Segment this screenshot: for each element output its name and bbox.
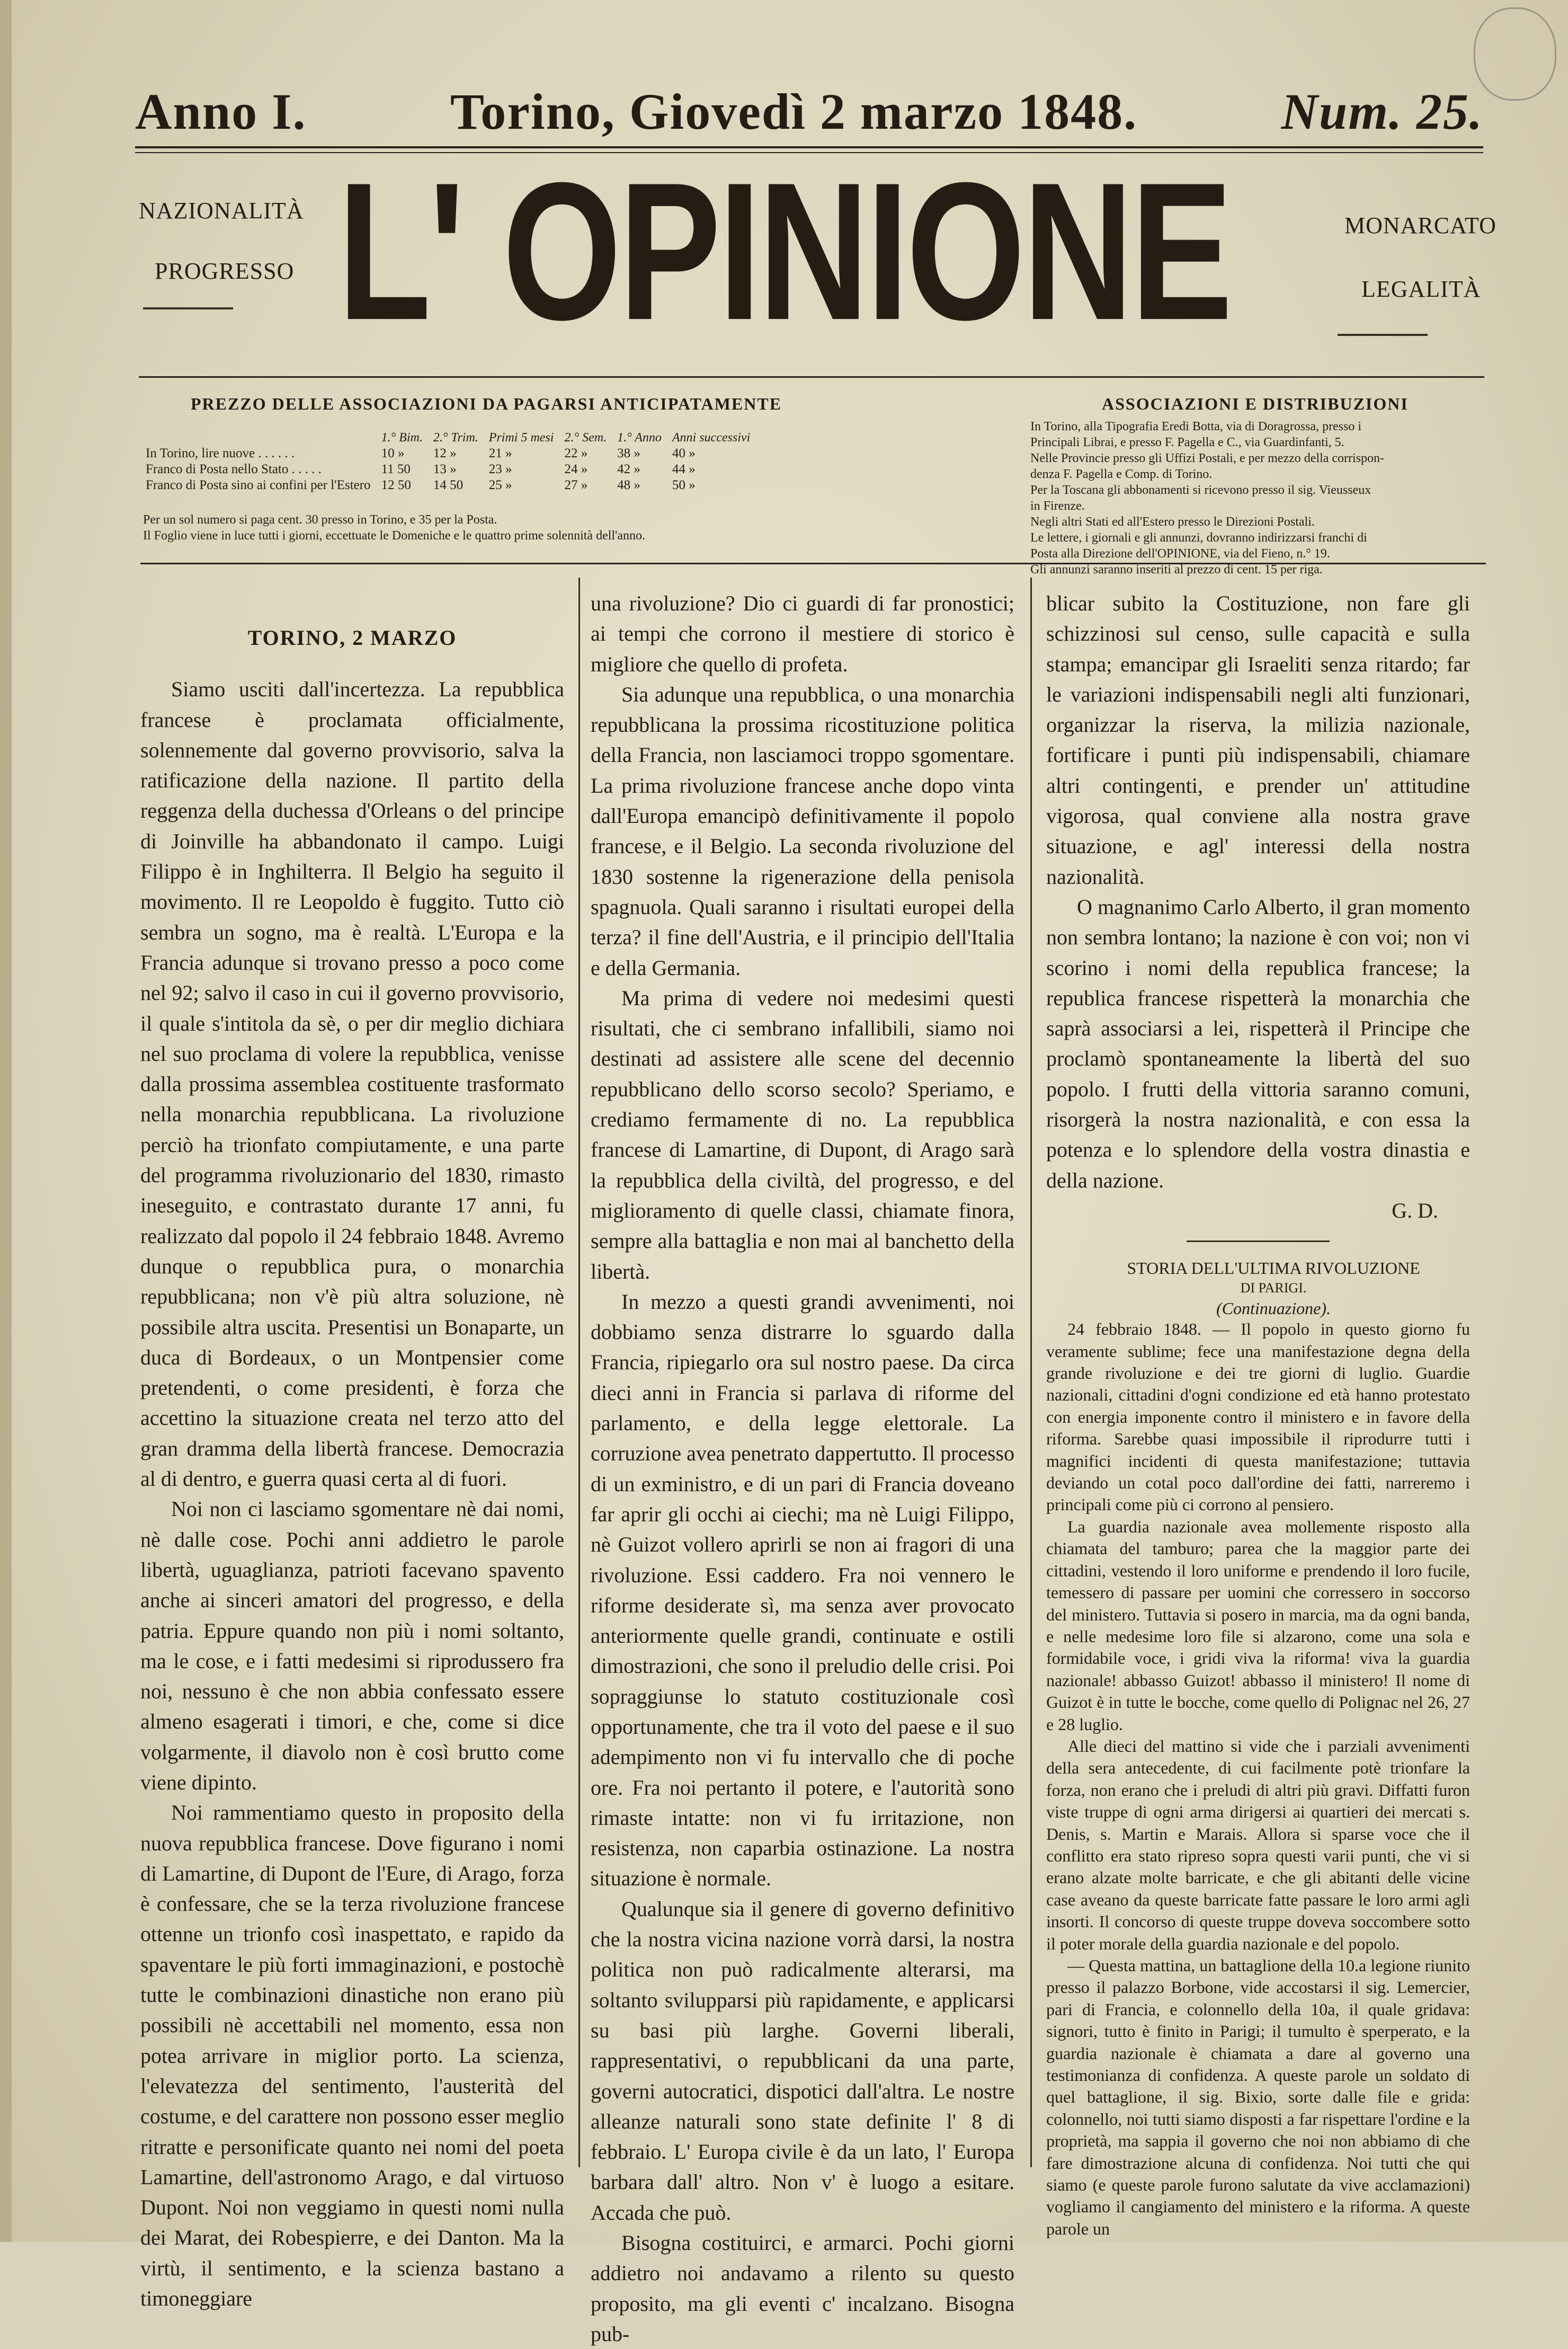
article-title: TORINO, 2 MARZO	[247, 626, 457, 650]
paragraph: — Questa mattina, un battaglione della 10.a legione riunito presso il palazzo Borbone, vide accostarsi il sig. Lemercier, pari di Francia, e colonnello della 10a, il quale gridava: signori, tutto è finito in Parigi; il tumulto è sperperato, e la guardia nazionale è chiamata a dare al governo una testimonianza di confidenza. A queste parole un soldato di quel battaglione, il sig. Bixio, sorte dalle file e grida: colonnello, noi tutti siamo disposti a far rispettare l'ordine e la proprietà, ma sappia il governo che noi non abbiamo di che fare dimostrazione alcuna di confidenza. Noi tutti che qui siamo (e queste parole furono salutate da vive acclamazioni) vogliamo il cangiamento del ministero e la riforma. A queste parole un	[1046, 1956, 1470, 2238]
price-cell: 48 »	[617, 478, 640, 492]
paragraph: Sia adunque una repubblica, o una monarchia repubblicana la prossima ricostituzione politica della Francia, non lasciamoci troppo sgomentare. La prima rivoluzione francese anche dopo vinta dall'Europa emancipò definitivamente il popolo francese, e il Belgio. La seconda rivoluzione del 1830 sostenne la rigenerazione della penisola spagnuola. Quali saranno i risultati europei della terza? il fine dell'Austria, e il principio dell'Italia e della Germania.	[591, 682, 1014, 980]
storia-title: STORIA DELL'ULTIMA RIVOLUZIONE	[1127, 1258, 1420, 1278]
paragraph: Qualunque sia il genere di governo definitivo che la nostra vicina nazione vorrà darsi, la nostra politica non può radicalmente alterarsi, ma soltanto svilupparsi più rapidamente, e applicarsi su basi più larghe. Governi liberali, rappresentativi, o repubblicani da una parte, governi autocratici, dispotici dall'altra. Le nostre alleanze naturali sono state definite l' 8 di febbraio. L' Europa civile è da un lato, l' Europa barbara dall' altro. Non v' è luogo a esitare. Accada che può.	[591, 1896, 1014, 2224]
distribution-line: Le lettere, i giornali e gli annunzi, dovranno indirizzarsi franchi di	[1030, 531, 1367, 545]
issue-line	[135, 82, 1483, 141]
distribution-line: Posta alla Direzione dell'OPINIONE, via del Fieno, n.° 19.	[1030, 547, 1330, 561]
issue-number: Num. 25.	[1281, 83, 1483, 140]
storia-subtitle: DI PARIGI.	[1240, 1280, 1307, 1296]
body-rule-top	[140, 563, 1486, 564]
place-date: Torino, Giovedì 2 marzo 1848.	[450, 83, 1138, 140]
paragraph: Bisogna costituirci, e armarci. Pochi giorni addietro noi andavamo a rilento su questo proposito, ma gli eventi c' incalzano. Bisogna pub-	[591, 2231, 1014, 2346]
column-2	[591, 588, 1014, 2349]
price-cell: 21 »	[488, 446, 512, 460]
motto-right-2: LEGALITÀ	[1361, 276, 1481, 302]
volume-label: Anno I.	[135, 83, 307, 140]
price-col: 2.° Trim.	[433, 431, 478, 445]
price-header-row	[140, 430, 755, 446]
paragraph: Alle dieci del mattino si vide che i parziali avvenimenti della sera antecedente, di cui facilmente potè trionfare la forza, non erano che i preludi di altri più gravi. Diffatti furon viste truppe di ogni arma dirigersi ai quartieri dei mercati s. Denis, s. Martin e Marais. Allora si sparse voce che il conflitto era stato ripreso sopra questi varii punti, che vi si erano alzate molte barricate, e che gli abitanti delle vicine case aveano da queste barricate fatte passare le loro armi agli insorti. Il concorso di queste truppe doveva soccombere sotto il poter morale della guardia nazionale e del popolo.	[1046, 1736, 1470, 1953]
price-col: 2.° Sem.	[564, 431, 607, 445]
motto-left-1: NAZIONALITÀ	[139, 198, 304, 224]
distribution-block	[1030, 419, 1486, 578]
column-rule-1	[578, 578, 580, 2167]
distribution-line: in Firenze.	[1030, 499, 1085, 513]
distribution-line: Per la Toscana gli abbonamenti si ricevono presso il sig. Vieusseux	[1030, 483, 1371, 497]
distribution-line: Negli altri Stati ed all'Estero presso le Direzioni Postali.	[1030, 515, 1315, 529]
distribution-line: Nelle Provincie presso gli Uffizi Postali, e per mezzo della corrispon-	[1030, 451, 1385, 465]
price-cell: 27 »	[564, 478, 588, 492]
price-cell: 44 »	[672, 462, 696, 476]
price-row-label: Franco di Posta sino ai confini per l'Estero	[146, 478, 371, 492]
price-col: Anni successivi	[672, 431, 751, 445]
distribution-line: Gli annunzi saranno inseriti al prezzo di cent. 15 per riga.	[1030, 563, 1323, 577]
price-cell: 14 50	[433, 478, 464, 492]
masthead-title: L' OPINIONE	[337, 142, 1231, 361]
paragraph: blicar subito la Costituzione, non fare gli schizzinosi sul censo, sulle capacità e sulla stampa; emancipar gli Israeliti senza ritardo; far le variazioni indispensabili negli alti funzionari, organizzar la riserva, la milizia nazionale, fortificare i punti più indispensabili, chiamare altri contingenti, e prender un' attitudine vigorosa, qual conviene alla nostra grave situazione, e agl' interessi della nostra nazionalità.	[1046, 591, 1470, 889]
price-col: Primi 5 mesi	[488, 431, 554, 445]
price-cell: 12 »	[433, 446, 457, 460]
storia-continuation: (Continuazione).	[1216, 1299, 1331, 1318]
storia-body	[1046, 1318, 1470, 2240]
distribution-line: denza F. Pagella e Comp. di Torino.	[1030, 467, 1213, 481]
library-stamp	[1474, 7, 1556, 101]
paragraph: Noi non ci lasciamo sgomentare nè dai nomi, nè dalle cose. Pochi anni addietro le parole libertà, uguaglianza, patrioti facevano spavento anche ai sinceri amatori del progresso, e della patria. Eppure quando non più i nomi soltanto, ma le cose, e i fatti medesimi si riprodussero fra noi, nessuno è che non abbia confessato essere almeno esagerati i timori, e che, come si dice volgarmente, il diavolo non è così brutto come viene dipinto.	[140, 1497, 564, 1794]
price-table	[140, 430, 755, 493]
motto-right-1: MONARCATO	[1344, 212, 1496, 238]
paragraph: Ma prima di vedere noi medesimi questi risultati, che ci sembrano infallibili, siamo noi destinati ad assistere alle scene del decennio repubblicano dello scorso secolo? Speriamo, e crediamo fermamente di no. La repubblica francese di Lamartine, di Dupont, di Arago sarà la repubblica della civiltà, del progresso, e del miglioramento di quelle classi, chiamate finora, sempre alla battaglia e non mai al banchetto della libertà.	[591, 986, 1014, 1283]
price-heading: PREZZO DELLE ASSOCIAZIONI DA PAGARSI ANTICIPATAMENTE	[191, 394, 782, 413]
price-cell: 10 »	[381, 446, 405, 460]
distribution-line: In Torino, alla Tipografia Eredi Botta, via di Doragrossa, presso i	[1030, 420, 1362, 433]
column-rule-2	[1030, 578, 1032, 2167]
paragraph: La guardia nazionale avea mollemente risposto alla chiamata del tamburo; parea che la maggior parte dei cittadini, vestendo il loro uniforme e prendendo il loro fucile, temessero di passare per uomini che corressero in soccorso del ministero. Tuttavia si posero in marcia, ma da ogni banda, e nelle medesime loro file si alzarono, come una sola e formidabile voce, i gridi viva la riforma! viva la guardia nazionale! abbasso Guizot! abbasso il ministero! Il nome di Guizot è in tutte le bocche, come quello di Polignac nel 26, 27 e 28 luglio.	[1046, 1517, 1470, 1734]
distribution-heading: ASSOCIAZIONI E DISTRIBUZIONI	[1102, 394, 1409, 413]
price-row	[140, 446, 755, 462]
flourish-left	[143, 307, 233, 309]
price-cell: 22 »	[564, 446, 588, 460]
price-note-1: Per un sol numero si paga cent. 30 presso in Torino, e 35 per la Posta.	[143, 513, 497, 527]
author-signature: G. D.	[1392, 1198, 1438, 1222]
column-1	[140, 601, 564, 2313]
price-cell: 25 »	[488, 478, 512, 492]
paragraph: Siamo usciti dall'incertezza. La repubblica francese è proclamata officialmente, solennemente dal governo provvisorio, salva la ratificazione della nazione. Il partito della reggenza della duchessa d'Orleans o del principe di Joinville ha abbandonato il campo. Luigi Filippo è in Inghilterra. Il Belgio ha seguito il movimento. Il re Leopoldo è fuggito. Tutto ciò sembra un sogno, ma è realtà. L'Europa e la Francia adunque si trovano presso a poco come nel 92; salvo il caso in cui il governo provvisorio, il quale s'intitola da sè, o per dir meglio dichiara nel suo proclama di volere la repubblica, venisse dalla prossima assemblea costituente trasformato nella monarchia repubblicana. La rivoluzione perciò ha trionfato compiutamente, e una parte del programma rivoluzionario del 1830, rimasto ineseguito, e contrastato durante 17 anni, fu realizzato dal popolo il 24 febbraio 1848. Avremo dunque o repubblica pura, o monarchia repubblicana; non v'è più altra soluzione, nè possibile altra uscita. Presentisi un Bonaparte, un duca di Bordeaux, o un Montpensier come pretendenti, o come presidenti, è forza che accettino la situazione creata nel terzo atto del gran dramma della libertà francese. Democrazia al di dentro, e guerra quasi certa al di fuori.	[140, 677, 564, 1491]
price-cell: 38 »	[617, 446, 640, 460]
paragraph: In mezzo a questi grandi avvenimenti, noi dobbiamo senza distrarre lo sguardo dalla Francia, ripiegarlo ora sul nostro paese. Da circa dieci anni in Francia si parlava di riforme del parlamento, e della legge elettorale. La corruzione avea penetrato dappertutto. Il processo di un exministro, e di un pari di Francia doveano far aprir gli occhi ai ciechi; ma nè Luigi Filippo, nè Guizot vollero aprirli se non ai fragori di una rivoluzione. Essi caddero. Fra noi vennero le riforme desiderate sì, ma senza aver provocato anteriormente quelle grandi, continuate e ostili dimostrazioni, che sono il preludio delle crisi. Poi sopraggiunse lo statuto costituzionale così opportunamente, che tra il voto del paese e il suo adempimento non vi fu intervallo che di poche ore. Fra noi pertanto il potere, e l'autorità sono rimaste intatte: non vi fu irritazione, non resistenza, non caparbia ostinazione. La nostra situazione è normale.	[591, 1289, 1014, 1891]
price-cell: 24 »	[564, 462, 588, 476]
price-cell: 12 50	[381, 478, 411, 492]
price-cell: 50 »	[672, 478, 696, 492]
page-edge	[0, 0, 12, 2242]
motto-left-2: PROGRESSO	[155, 258, 295, 284]
paragraph: una rivoluzione? Dio ci guardi di far pronostici; ai tempi che corrono il mestiere di storico è migliore che quello di profeta.	[591, 591, 1014, 676]
price-row-label: In Torino, lire nuove . . . . . .	[146, 446, 295, 460]
paragraph: O magnanimo Carlo Alberto, il gran momento non sembra lontano; la nazione è con voi; non vi scorino i nomi della republica francese; la republica francese rispetterà la monarchia che saprà associarsi a lei, rispetterà il Principe che proclamò spontaneamente la libertà del suo popolo. I frutti della vittoria saranno comuni, risorgerà la nostra nazionalità, e con essa la potenza e lo splendore della vostra dinastia e della nazione.	[1046, 894, 1470, 1192]
paragraph: 24 febbraio 1848. — Il popolo in questo giorno fu veramente sublime; fece una manifestazione degna della grande rivoluzione e dei tre giorni di luglio. Guardie nazionali, cittadini d'ogni condizione ed età hanno protestato con energia imponente contro il ministero e in favore della riforma. Sarebbe quasi impossibile il riprodurre tutti i magnifici incidenti di questa manifestazione; tuttavia deviando un cotal poco dall'ordine dei fatti, narreremo i principali come più ci corrono al pensiero.	[1046, 1319, 1470, 1514]
price-row	[140, 477, 755, 493]
column-3	[1046, 588, 1470, 2240]
price-cell: 42 »	[617, 462, 640, 476]
price-row-label: Franco di Posta nello Stato . . . . .	[146, 462, 322, 476]
price-col: 1.° Bim.	[381, 431, 423, 445]
price-cell: 23 »	[488, 462, 512, 476]
flourish-right	[1338, 334, 1428, 336]
price-col: 1.° Anno	[617, 431, 662, 445]
paragraph: Noi rammentiamo questo in proposito della nuova repubblica francese. Dove figurano i nomi di Lamartine, di Dupont de l'Eure, di Arago, forza è confessare, che se la terza rivoluzione francese ottenne un trionfo così inaspettato, e rapido da spaventare le più forti immaginazioni, e postochè tutte le combinazioni dinastiche non erano più possibili nè accettabili nel momento, essa non potea arrivare in miglior porto. La scienza, l'elevatezza del sentimento, l'austerità del costume, e del carattere non possono esser meglio ritratte e personificate quanto nei nomi del poeta Lamartine, dell'astronomo Arago, e dal virtuoso Dupont. Noi non veggiamo in questi nomi nulla dei Marat, dei Robespierre, e dei Danton. Ma la virtù, il sentimento, e la scienza bastano a timoneggiare	[140, 1801, 564, 2311]
price-cell: 13 »	[433, 462, 457, 476]
section-separator	[1187, 1240, 1330, 1242]
header-rule-bottom	[139, 376, 1484, 378]
price-note-2: Il Foglio viene in luce tutti i giorni, eccettuate le Domeniche e le quattro prime solennità dell'anno.	[143, 529, 646, 543]
price-row	[140, 462, 755, 477]
price-cell: 40 »	[672, 446, 696, 460]
price-cell: 11 50	[381, 462, 411, 476]
distribution-line: Principali Librai, e presso F. Pagella e C., via Guardinfanti, 5.	[1030, 436, 1344, 449]
